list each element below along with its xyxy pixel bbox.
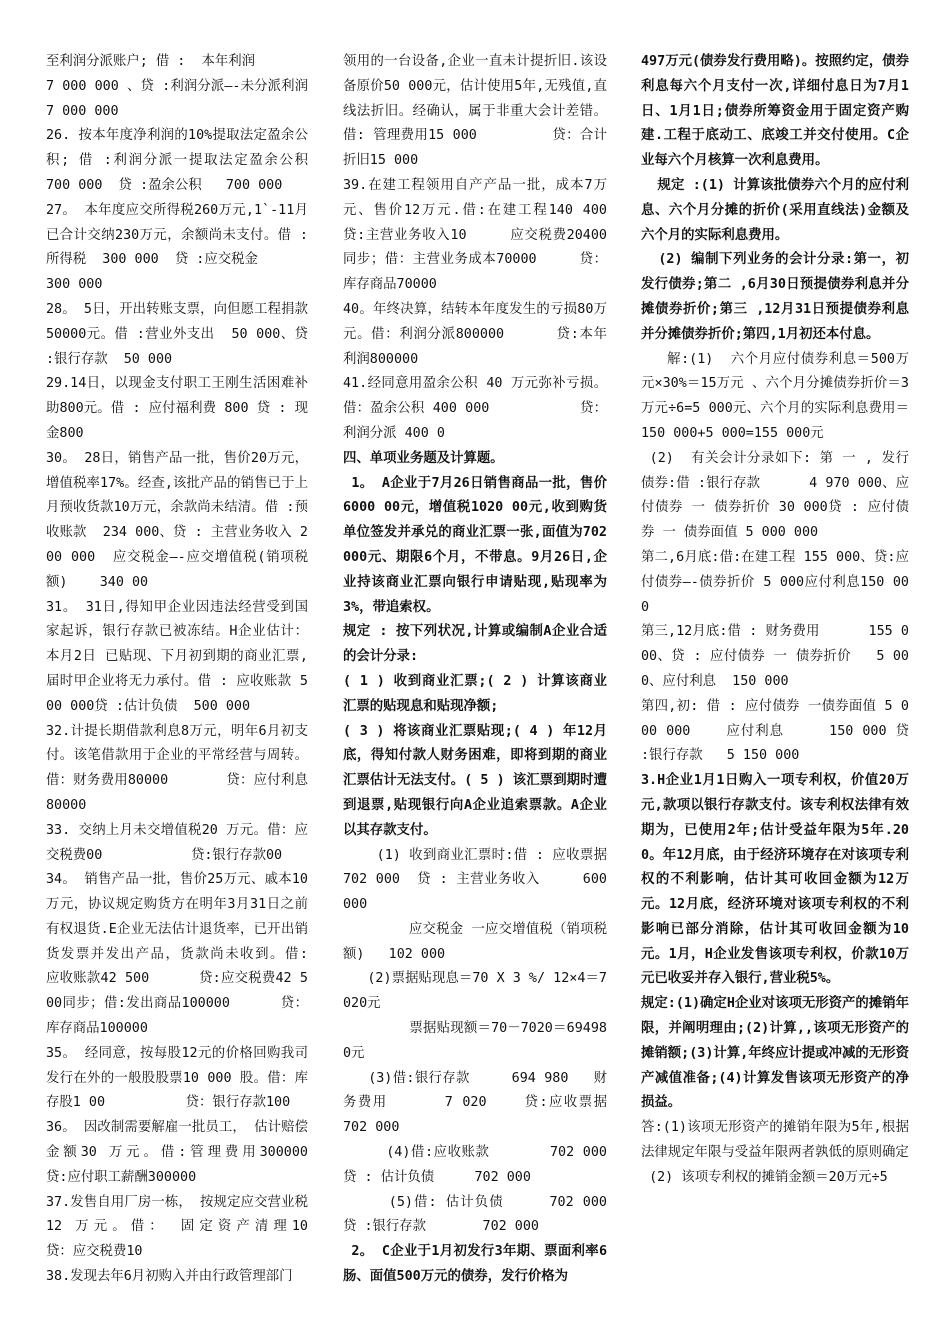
paragraph: 40。年终决算，结转本年度发生的亏损80万元。借：利润分派800000 贷:本年利润800000 — [343, 301, 607, 367]
paragraph: 解:(1) 六个月应付债券利息＝500万元×30%＝15万元 、六个月分摊债券折价＝3万元÷6=5 000元、六个月的实际利息费用＝150 000+5 000=155 000元 — [641, 351, 910, 441]
paragraph: 7 000 000 、贷 :利润分派—-未分派利润 7 000 000 — [46, 78, 333, 119]
paragraph: (2) 该项专利权的摊销金额＝20万元÷5 — [641, 1169, 888, 1185]
paragraph: 34。 销售产品一批，售价25万元、戚本10万元，协议规定购货方在明年3月31日之前有权退货.E企业无法估计退货率，已开出销货发票并发出产品，货款尚未收到。借: 应收账款42 500 贷:应交税费42 500同步；借:发出商品100000 贷：库存商品100000 — [46, 872, 325, 1037]
paragraph: 27。 本年度应交所得税260万元,1`-11月已合计交纳230万元，余额尚未支付。借 : 所得税 300 000 贷 :应交税金 — [46, 202, 317, 268]
paragraph: 1。 A企业于7月26日销售商品一批，售价6000 00元，增值税1020 00元,收到购货单位签发并承兑的商业汇票一张,面值为702 000元、期限6个月，不带息。9月26日,企业持该商业汇票向银行申请贴现,贴现率为3%，带追索权。 — [343, 475, 616, 615]
paragraph: 41.经同意用盈余公积 40 万元弥补亏损。借：盈余公积 400 000 贷：利润分派 400 0 — [343, 376, 607, 441]
paragraph: (2)票据贴现息＝70 X 3 %/ 12×4＝7020元 — [343, 971, 607, 1012]
paragraph: 应交税金 一应交增值税（销项税额) 102 000 — [343, 921, 608, 962]
paragraph: (2) 有关会计分录如下: 第 一 , 发行债券:借 :银行存款 4 970 000、应付债券 一 债券折价 30 000贷 : 应付债券 一 债券面值 5 000 000 — [641, 450, 909, 541]
paragraph: 票据贴现额＝70－7020＝694980元 — [343, 1021, 607, 1061]
paragraph: 38.发现去年6月初购入并由行政管理部门 — [46, 1269, 293, 1285]
paragraph: 答:(1)该项无形资产的摊销年限为5年,根据法律规定年限与受益年限两者孰低的原则确定 — [641, 1120, 909, 1161]
paragraph: ( 3 ) 将该商业汇票贴现;( 4 ) 年12月底，得知付款人财务困难，即将到期的商业汇票估计无法支付。( 5 ) 该汇票到期时遭到退票,贴现银行向A企业追索票款。A企业以其存款支付。 — [343, 723, 607, 838]
paragraph: 497万元(债券发行费用略)。按照约定，债券利息每六个月支付一次,详细付息日为7月1日、1月1日;债券所筹资金用于固定资产购建.工程于底动工、底竣工并交付使用。C企业每六个月核算一次利息费用。 — [641, 54, 909, 169]
paragraph: 26. 按本年度净利润的10%提取法定盈余公积; 借 :利润分派一提取法定盈余公积 700 000 贷 :盈余公积 700 000 — [46, 128, 333, 193]
middle-column — [343, 50, 648, 1290]
paragraph: (3)借:银行存款 694 980 财务费用 7 020 贷:应收票据 702 000 — [343, 1070, 640, 1136]
paragraph: 规定:(1)确定H企业对该项无形资产的摊销年限，并阐明理由;(2)计算,,该项无形资产的摊销额;(3)计算,年终应计提或冲减的无形资产减值准备;(4)计算发售该项无形资产的净损益。 — [641, 996, 909, 1111]
paragraph: ( 1 ) 收到商业汇票;( 2 ) 计算该商业汇票的贴现息和贴现净额; — [343, 673, 607, 714]
paragraph: 领用的一台设备,企业一直未计提折旧.该设备原价50 000元，估计使用5年,无残值,直线法折旧。经确认，属于非重大会计差错。借: 管理费用15 000 贷：合计折旧15 000 — [343, 54, 607, 169]
paragraph: 28。 5日，开出转账支票，向但愿工程捐款50000元。借 :营业外支出 50 000、贷 :银行存款 50 000 — [46, 301, 317, 367]
paragraph: (1) 收到商业汇票时:借 : 应收票据 702 000 贷 : 主营业务收入 600 000 — [343, 847, 648, 913]
paragraph: (4)借:应收账款 702 000 贷 : 估计负债 702 000 — [343, 1145, 624, 1185]
paragraph: 3.H企业1月1日购入一项专利权，价值20万元,款项以银行存款支付。该专利权法律有效期为，已使用2年;估计受益年限为5年.200。年12月底，由于经济环境存在对该项专利权的不利影响，估计其可收回金额为12万元。12月底，经济环境对该项专利权的不利影响已部分消除，估计其可收回金额为10元。1月，H企业发售该项专利权，价款10万元已收妥并存入银行,营业税5%。 — [641, 773, 909, 987]
paragraph: 第三,12月底:借 : 财务费用 155 000、贷 : 应付债券 一 债券折价 5 000、应付利息 150 000 — [641, 624, 909, 689]
paragraph: (2) 编制下列业务的会计分录:第一，初发行债券;第二 ,6月30日预提债券利息并分摊债券折价;第三 ,12月31日预提债券利息并分摊债券折价;第四,1月初还本付息。 — [641, 252, 910, 342]
paragraph: 300 000 — [46, 277, 103, 293]
paragraph: 39.在建工程领用自产产品一批，成本7万元、售价12万元.借:在建工程140 400 贷:主营业务收入10 应交税费20400同步；借：主营业务成本70000 贷：库存商品70000 — [343, 177, 616, 293]
paragraph: 至利润分派账户; 借 : 本年利润 — [46, 54, 256, 69]
paragraph: 2。 C企业于1月初发行3年期、票面利率6肠、面值500万元的债券，发行价格为 — [343, 1244, 608, 1285]
paragraph: 规定 :(1) 计算该批债券六个月的应付利息、六个月分摊的折价(采用直线法)金额及六个月的实际利息费用。 — [641, 177, 909, 243]
paragraph: 规定 : 按下列状况,计算或编制A企业合适的会计分录: — [343, 624, 607, 665]
paragraph: 35。 经同意，按每股12元的价格回购我司发行在外的一般股股票10 000 股。借：库存股1 00 贷：银行存款100 — [46, 1045, 308, 1111]
right-column — [641, 50, 918, 1191]
paragraph: 31。 31日,得知甲企业因违法经营受到国家起诉，银行存款已被冻结。H企业估计：本月2日 已贴现、下月初到期的商业汇票,届时甲企业将无力承付。借 : 应收账款 500 000贷 :估计负债 500 000 — [46, 599, 308, 714]
paragraph: 33. 交纳上月未交增值税20 万元。借：应交税费00 贷:银行存款00 — [46, 822, 308, 863]
paragraph: 29.14日，以现金支付职工王刚生活困难补助800元。借 : 应付福利费 800 贷 : 现金800 — [46, 376, 308, 441]
paragraph: 36。 因改制需要解雇一批员工， 估计赔偿金额30 万元。借:管理费用300000 贷:应付职工薪酬300000 — [46, 1120, 341, 1185]
paragraph: 第二,6月底:借:在建工程 155 000、贷:应付债券—-债券折价 5 000应付利息150 000 — [641, 549, 909, 615]
paragraph: 第四,初: 借 : 应付债券 一债券面值 5 000 000 应付利息 150 000 贷 :银行存款 5 150 000 — [641, 698, 918, 764]
paragraph: (5)借: 估计负债 702 000 贷 :银行存款 702 000 — [343, 1194, 624, 1235]
paragraph: 四、单项业务题及计算题。 — [343, 450, 504, 466]
paragraph: 30。 28日，销售产品一批，售价20万元，增值税率17%。经查,该批产品的销售已于上月预收货款10万元，余款尚未结清。借 :预收账款 234 000、贷 : 主营业务收入 200 000 应交税金—-应交增值税(销项税额) 340 00 — [46, 450, 308, 590]
paragraph: 32.计提长期借款利息8万元，明年6月初支付。该笔借款用于企业的平常经营与周转。借：财务费用80000 贷：应付利息80000 — [46, 723, 308, 813]
left-column — [46, 50, 349, 1290]
paragraph: 37.发售自用厂房一栋， 按规定应交营业税12 万元。借： 固定资产清理10 贷：应交税费10 — [46, 1194, 349, 1260]
